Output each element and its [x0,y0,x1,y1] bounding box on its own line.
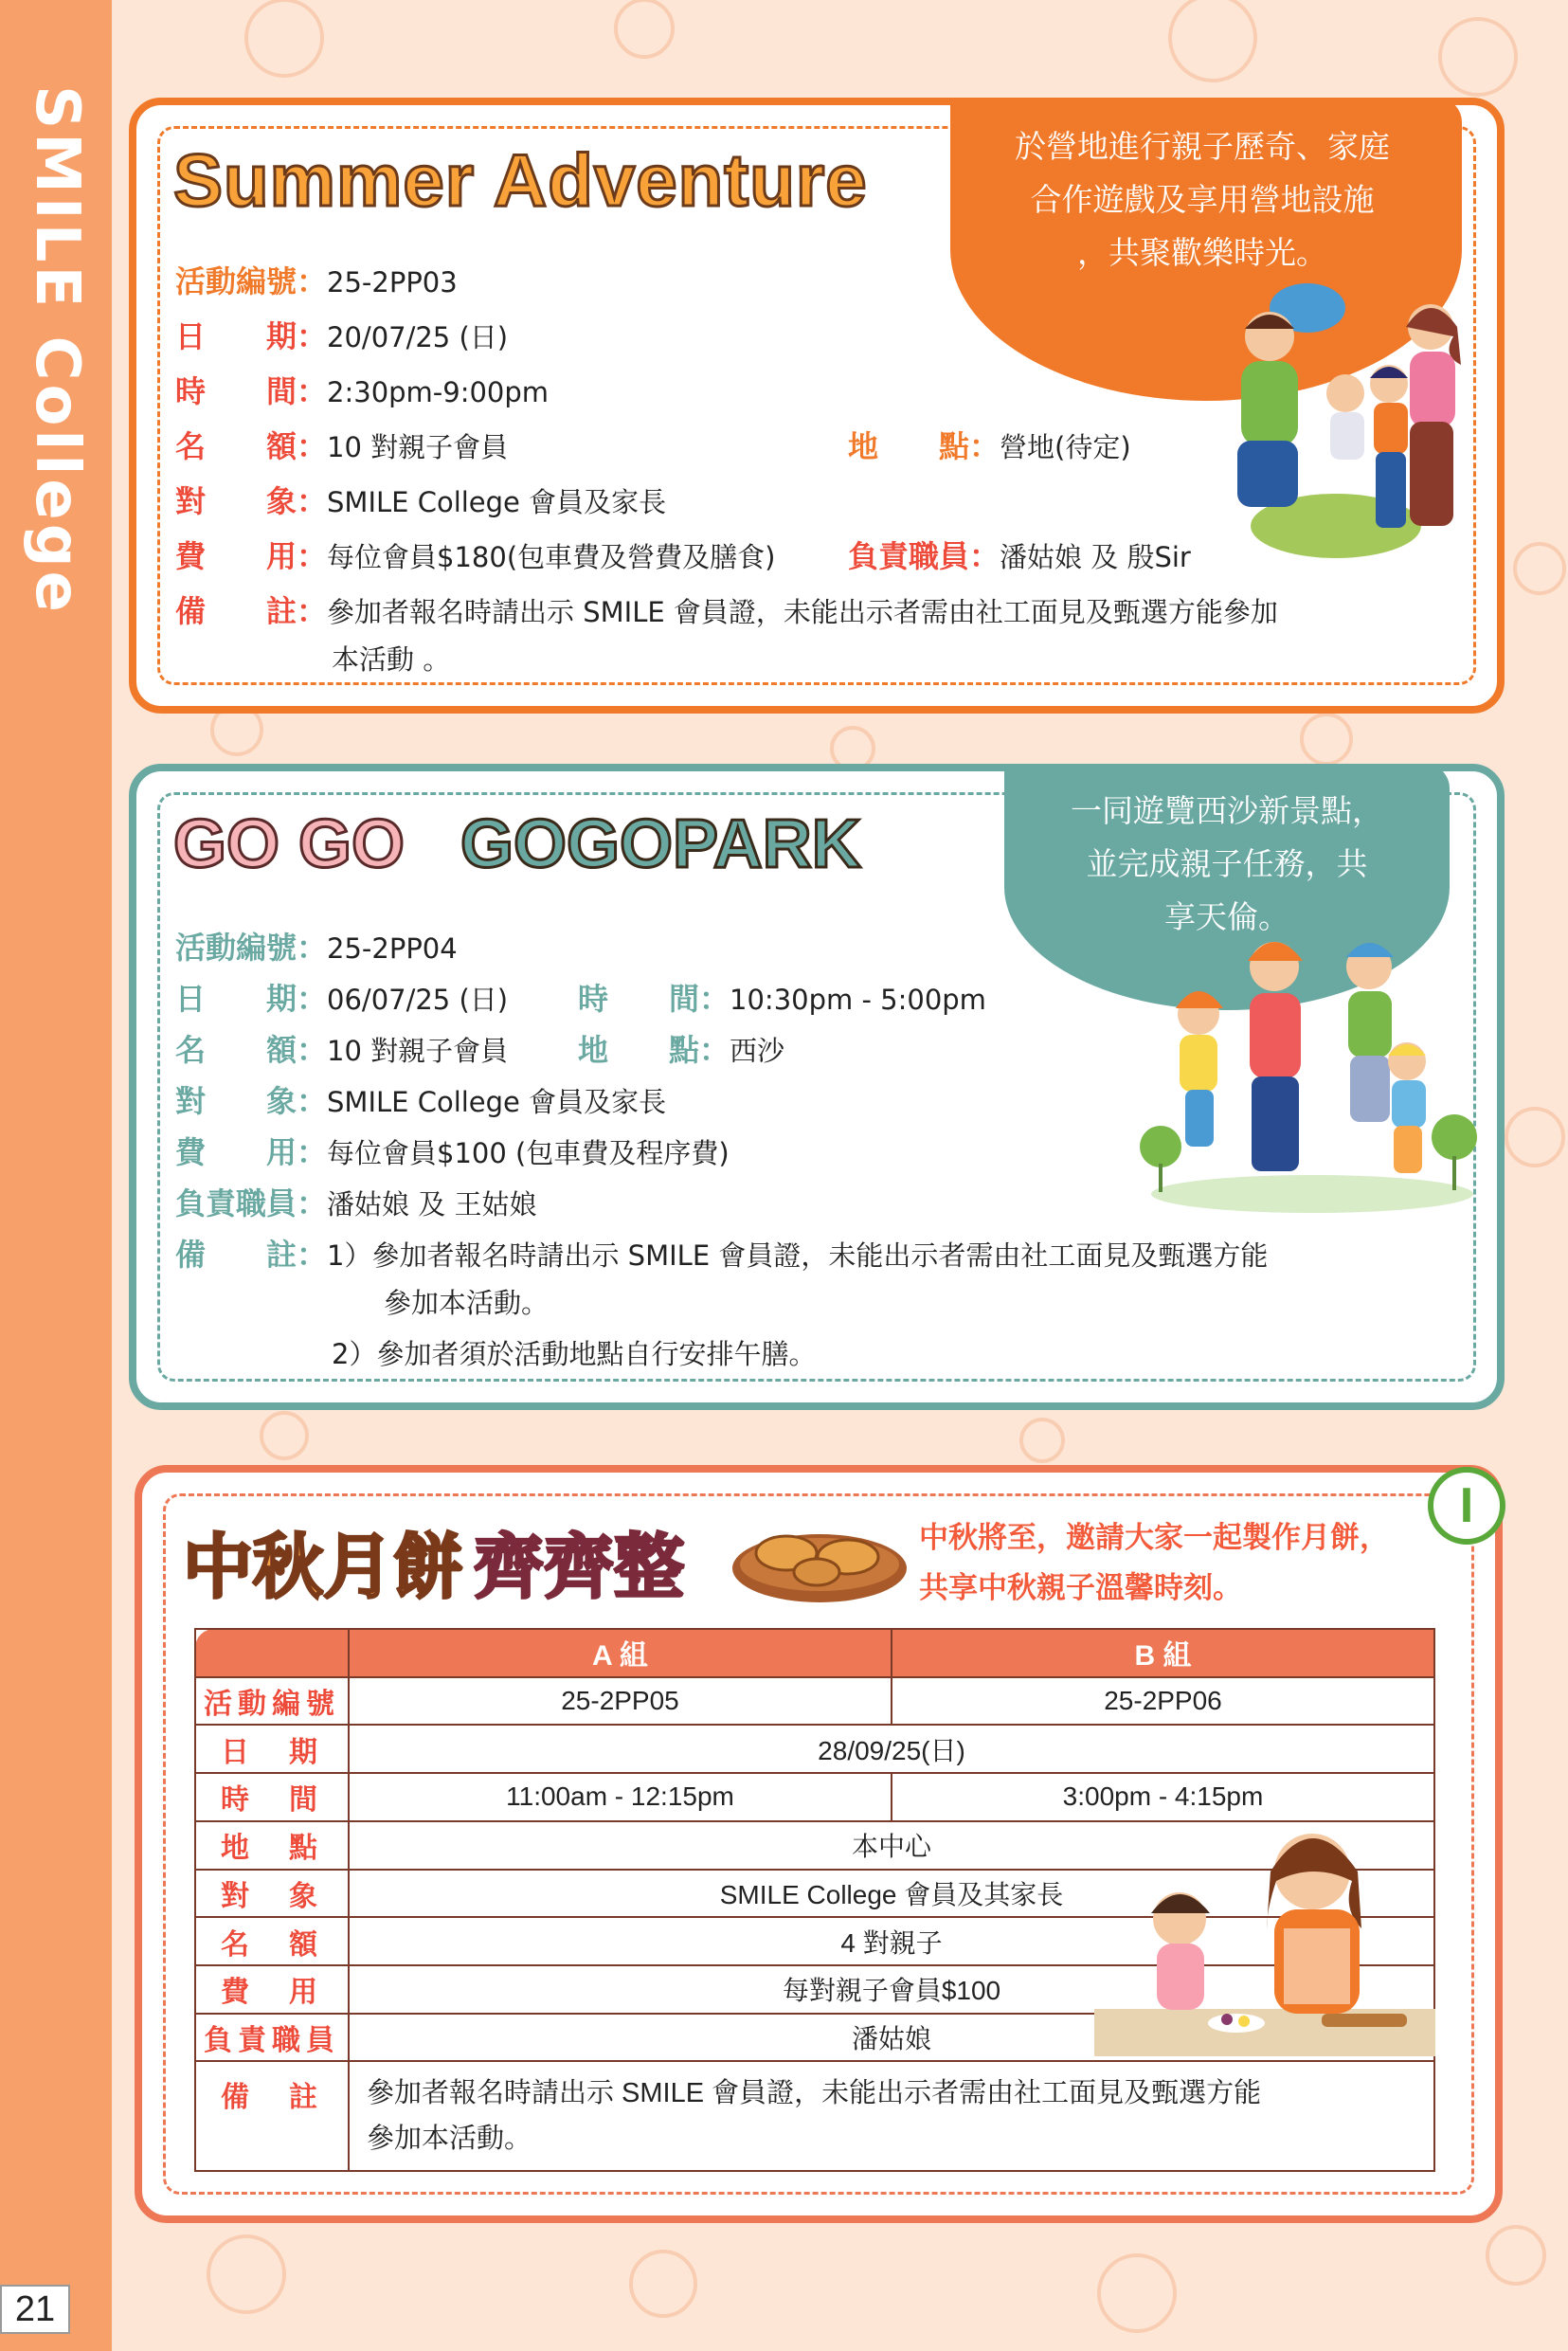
table-row [195,1773,1434,1821]
adventure-code-row: 活動編號：25-2PP03 [175,263,458,299]
row-label: 名 額 [195,1917,349,1965]
mooncake-plate-icon [730,1511,910,1606]
tagline-line: 共享中秋親子溫馨時刻。 [919,1571,1242,1605]
mooncake-title-part1: 中秋月餅 [183,1528,463,1606]
row-label: 對 象 [195,1870,349,1918]
row-label: 備 註 [195,2061,349,2171]
family-running-illustration [1132,910,1483,1222]
mooncake-title-part2: 齊齊整 [474,1528,684,1606]
table-cell: 25-2PP06 [892,1677,1434,1726]
adventure-remark-continuation: 本活動 。 [332,643,451,676]
table-cell-remark [349,2061,1434,2171]
gogopark-venue-row: 地 點：西沙 [578,1032,785,1068]
table-header-row [195,1629,1434,1677]
bubble-line: ，共聚歡樂時光。 [1077,234,1327,271]
table-header-corner [195,1629,349,1677]
adventure-quota-row: 名 額：10 對親子會員 [175,428,509,464]
row-label: 負責職員 [195,2014,349,2062]
gogopark-remark-2: 2）參加者須於活動地點自行安排午膳。 [332,1338,817,1370]
sidebar [0,0,112,2351]
gogopark-target-row: 對 象：SMILE College 會員及家長 [175,1083,667,1119]
gogopark-remark-row: 備 註：1）參加者報名時請出示 SMILE 會員證，未能出示者需由社工面見及甄選方能 [175,1237,1269,1273]
remark-line: 參加本活動。 [367,2124,532,2155]
adventure-time-row: 時 間：2:30pm-9:00pm [175,373,550,409]
table-row [195,1725,1434,1773]
table-cell: 4 對親子 [349,1917,1434,1965]
table-row [195,1677,1434,1726]
table-cell: 3:00pm - 4:15pm [892,1773,1434,1821]
gogopark-time-row: 時 間：10:30pm - 5:00pm [578,981,986,1017]
row-label: 時 間 [195,1773,349,1821]
page-number: 21 [0,2285,70,2334]
gogopark-code-row: 活動編號：25-2PP04 [175,930,458,966]
tagline-line: 中秋將至，邀請大家一起製作月餅， [919,1521,1389,1555]
adventure-title: Summer Adventure [173,138,868,222]
gogopark-title-part1: GO GO [173,806,406,882]
table-cell: 11:00am - 12:15pm [349,1773,892,1821]
sidebar-title: SMILE College [22,85,92,616]
group-b-header: B 組 [892,1629,1434,1677]
family-pillow-fight-illustration [1203,270,1506,573]
group-a-header: A 組 [349,1629,892,1677]
gogopark-date-row: 日 期：06/07/25 (日) [175,981,509,1017]
bubble-line: 並完成親子任務，共 [1086,845,1368,882]
row-label: 地 點 [195,1821,349,1870]
bubble-line: 合作遊戲及享用營地設施 [1030,181,1375,218]
gogopark-remark-continuation: 參加本活動。 [384,1287,550,1319]
remark-line: 參加者報名時請出示 SMILE 會員證，未能出示者需由社工面見及甄選方能 [367,2078,1262,2109]
table-cell: 本中心 [349,1821,1434,1870]
bubble-line: 於營地進行親子歷奇、家庭 [1015,128,1390,165]
table-cell: 每對親子會員$100 [349,1965,1434,2014]
table-row [195,2061,1434,2171]
table-cell: SMILE College 會員及其家長 [349,1870,1434,1918]
bubble-line: 一同遊覽西沙新景點， [1071,792,1383,829]
adventure-target-row: 對 象：SMILE College 會員及家長 [175,483,667,519]
table-cell: 潘姑娘 [349,2014,1434,2062]
mother-daughter-baking-illustration [1094,1824,1435,2056]
adventure-remark-row: 備 註：參加者報名時請出示 SMILE 會員證，未能出示者需由社工面見及甄選方能參加 [175,593,1278,629]
adventure-date-row: 日 期：20/07/25 (日) [175,318,509,354]
section-number-badge: I [1428,1467,1505,1545]
adventure-fee-row: 費 用：每位會員$180(包車費及營費及膳食) [175,538,776,574]
mooncake-tagline [919,1513,1389,1614]
adventure-staff-row: 負責職員：潘姑娘 及 殷Sir [848,538,1191,574]
bubble-line: 享天倫。 [1164,898,1289,935]
gogopark-title-part2: GOGOPARK [460,806,861,882]
table-cell: 28/09/25(日) [349,1725,1434,1773]
row-label: 費 用 [195,1965,349,2014]
row-label: 活動編號 [195,1677,349,1726]
table-cell: 25-2PP05 [349,1677,892,1726]
gogopark-quota-row: 名 額：10 對親子會員 [175,1032,509,1068]
adventure-venue-row: 地 點：營地(待定) [848,428,1131,464]
row-label: 日 期 [195,1725,349,1773]
gogopark-staff-row: 負責職員：潘姑娘 及 王姑娘 [175,1185,537,1221]
gogopark-fee-row: 費 用：每位會員$100 (包車費及程序費) [175,1134,730,1170]
